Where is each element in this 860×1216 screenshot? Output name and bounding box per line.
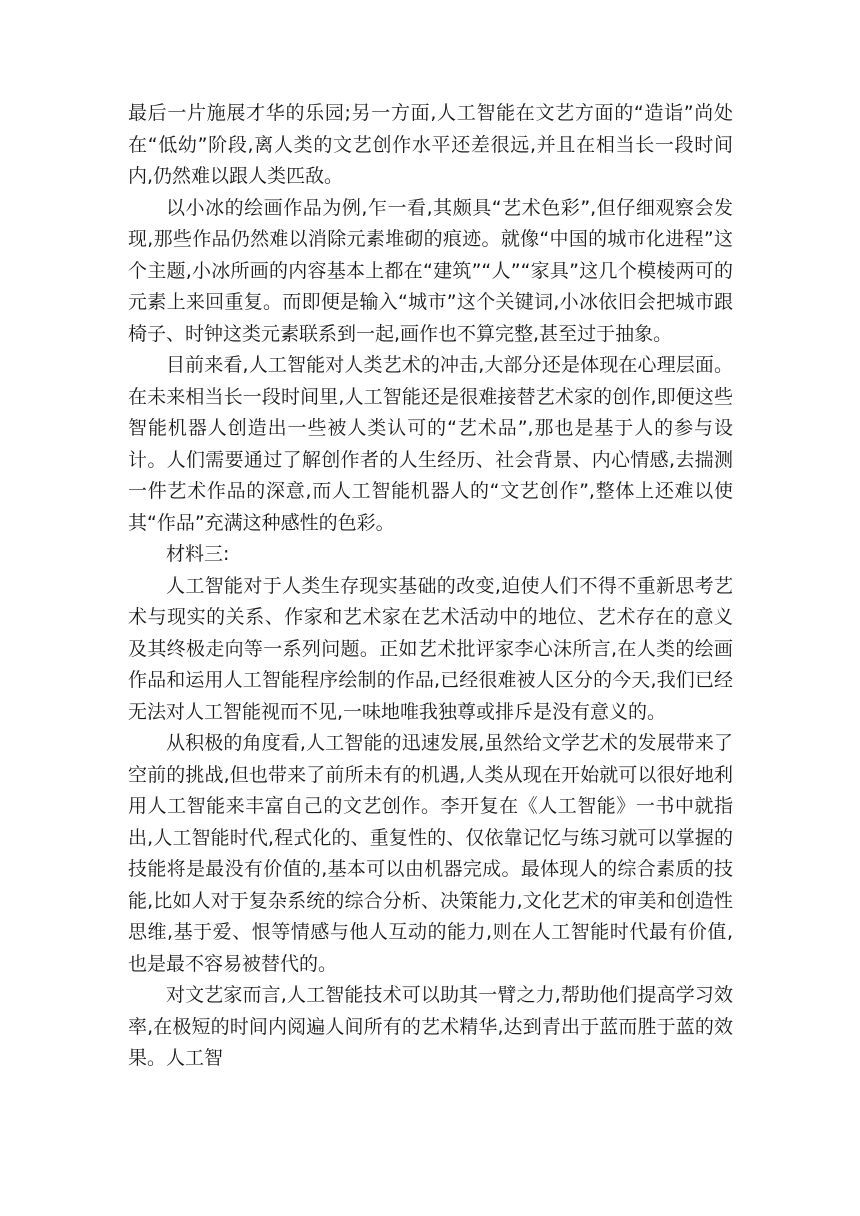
material-three-heading: 材料三: bbox=[166, 543, 230, 565]
paragraph-artists-benefit: 对文艺家而言,人工智能技术可以助其一臂之力,帮助他们提高学习效率,在极短的时间内阅遍人间所有的艺术精华,达到青出于蓝而胜于蓝的效果。人工智 bbox=[128, 984, 733, 1069]
paragraph-positive-view: 从积极的角度看,人工智能的迅速发展,虽然给文学艺术的发展带来了空前的挑战,但也带来了前所未有的机遇,人类从现在开始就可以很好地利用人工智能来丰富自己的文艺创作。李开复在《人工智能》一书中就指出,人工智能时代,程式化的、重复性的、仅依靠记忆与练习就可以掌握的技能将是最没有价值的,基本可以由机器完成。最体现人的综合素质的技能,比如人对于复杂系统的综合分析、决策能力,文化艺术的审美和创造性思维,基于爱、恨等情感与他人互动的能力,则在人工智能时代最有价值,也是最不容易被替代的。 bbox=[128, 732, 733, 975]
paragraph-continued: 最后一片施展才华的乐园;另一方面,人工智能在文艺方面的“造诣”尚处在“低幼”阶段,离人类的文艺创作水平还差很远,并且在相当长一段时间内,仍然难以跟人类匹敌。 bbox=[128, 102, 733, 187]
paragraph-rethink-art: 人工智能对于人类生存现实基础的改变,迫使人们不得不重新思考艺术与现实的关系、作家和艺术家在艺术活动中的地位、艺术存在的意义及其终极走向等一系列问题。正如艺术批评家李心沫所言,在人类的绘画作品和运用人工智能程序绘制的作品,已经很难被人区分的今天,我们已经无法对人工智能视而不见,一味地唯我独尊或排斥是没有意义的。 bbox=[128, 574, 733, 723]
paragraph-psychological-impact: 目前来看,人工智能对人类艺术的冲击,大部分还是体现在心理层面。在未来相当长一段时间里,人工智能还是很难接替艺术家的创作,即便这些智能机器人创造出一些被人类认可的“艺术品”,那也是基于人的参与设计。人们需要通过了解创作者的人生经历、社会背景、内心情感,去揣测一件艺术作品的深意,而人工智能机器人的“文艺创作”,整体上还难以使其“作品”充满这种感性的色彩。 bbox=[128, 354, 733, 534]
document-page bbox=[128, 98, 733, 1075]
paragraph-xiaobing-painting: 以小冰的绘画作品为例,乍一看,其颇具“艺术色彩”,但仔细观察会发现,那些作品仍然难以消除元素堆砌的痕迹。就像“中国的城市化进程”这个主题,小冰所画的内容基本上都在“建筑”“人”“家具”这几个模棱两可的元素上来回重复。而即便是输入“城市”这个关键词,小冰依旧会把城市跟椅子、时钟这类元素联系到一起,画作也不算完整,甚至过于抽象。 bbox=[128, 196, 733, 345]
